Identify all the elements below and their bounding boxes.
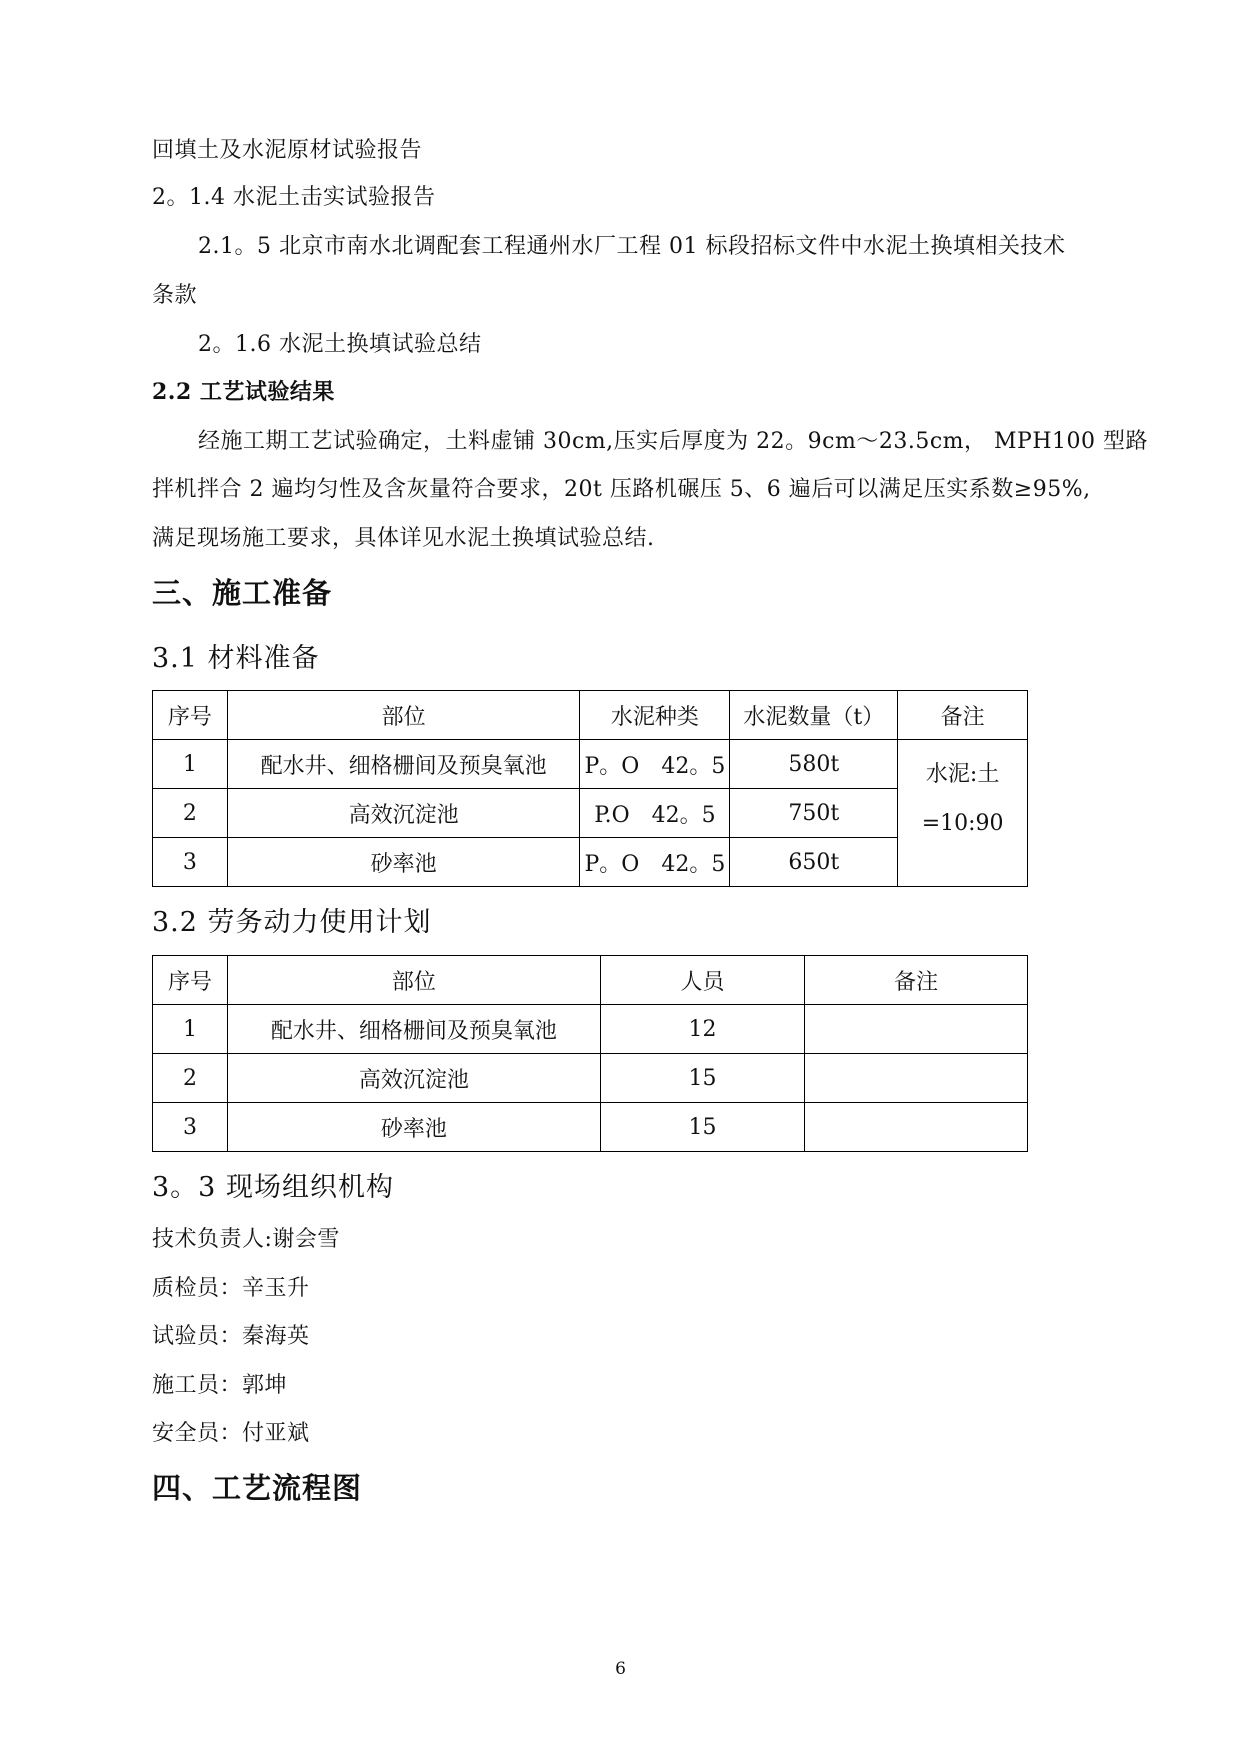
cell-no: 1 bbox=[153, 740, 228, 789]
staff-line: 技术负责人:谢会雪 bbox=[152, 1227, 340, 1252]
section-heading-3: 三、施工准备 bbox=[152, 576, 333, 610]
cell-remark bbox=[805, 1103, 1028, 1152]
table-row bbox=[153, 838, 1028, 887]
cell-type: P。O 42。5 bbox=[580, 740, 730, 789]
section-heading-3-3: 3。3 现场组织机构 bbox=[152, 1172, 394, 1203]
paragraph-line: 满足现场施工要求，具体详见水泥土换填试验总结. bbox=[152, 526, 655, 551]
cell-remark bbox=[898, 740, 1028, 887]
text-line: 2.1。5 北京市南水北调配套工程通州水厂工程 01 标段招标文件中水泥土换填相关技术 bbox=[198, 234, 1066, 259]
staff-line: 试验员：秦海英 bbox=[152, 1324, 310, 1349]
table-row bbox=[153, 1054, 1028, 1103]
cell-no: 2 bbox=[153, 789, 228, 838]
cell-remark bbox=[805, 1054, 1028, 1103]
table-header-row bbox=[153, 691, 1028, 740]
staff-line: 质检员：辛玉升 bbox=[152, 1276, 310, 1301]
table-row bbox=[153, 740, 1028, 789]
section-heading-2-2: 2.2 工艺试验结果 bbox=[152, 379, 335, 405]
cell-type: P.O 42。5 bbox=[580, 789, 730, 838]
cell-part: 配水井、细格栅间及预臭氧池 bbox=[227, 1005, 600, 1054]
cell-no: 3 bbox=[153, 838, 228, 887]
cell-remark bbox=[805, 1005, 1028, 1054]
header-cell: 水泥数量（t） bbox=[730, 691, 898, 740]
text-line: 回填土及水泥原材试验报告 bbox=[152, 138, 423, 163]
header-cell: 人员 bbox=[600, 956, 805, 1005]
section-heading-4: 四、工艺流程图 bbox=[152, 1471, 363, 1505]
cell-no: 3 bbox=[153, 1103, 228, 1152]
paragraph-line: 拌机拌合 2 遍均匀性及含灰量符合要求，20t 压路机碾压 5、6 遍后可以满足压实系数≥95%, bbox=[152, 477, 1091, 502]
table-row bbox=[153, 1005, 1028, 1054]
table-row bbox=[153, 789, 1028, 838]
text-line: 条款 bbox=[152, 283, 198, 308]
text-line: 2。1.6 水泥土换填试验总结 bbox=[198, 332, 482, 357]
cell-part: 砂率池 bbox=[227, 838, 580, 887]
labor-table bbox=[152, 955, 1028, 1152]
table-row bbox=[153, 1103, 1028, 1152]
header-cell: 部位 bbox=[227, 691, 580, 740]
cell-people: 15 bbox=[600, 1054, 805, 1103]
cell-part: 高效沉淀池 bbox=[227, 1054, 600, 1103]
text-line: 2。1.4 水泥土击实试验报告 bbox=[152, 185, 436, 210]
cell-people: 12 bbox=[600, 1005, 805, 1054]
header-cell: 序号 bbox=[153, 956, 228, 1005]
section-heading-3-1: 3.1 材料准备 bbox=[152, 643, 320, 674]
cell-people: 15 bbox=[600, 1103, 805, 1152]
header-cell: 备注 bbox=[898, 691, 1028, 740]
cell-qty: 580t bbox=[730, 740, 898, 789]
remark-line: 水泥:土 bbox=[925, 762, 1000, 787]
header-cell: 部位 bbox=[227, 956, 600, 1005]
section-heading-3-2: 3.2 劳务动力使用计划 bbox=[152, 907, 432, 938]
header-cell: 备注 bbox=[805, 956, 1028, 1005]
cell-qty: 650t bbox=[730, 838, 898, 887]
table-header-row bbox=[153, 956, 1028, 1005]
remark-line: =10:90 bbox=[921, 811, 1004, 836]
header-cell: 水泥种类 bbox=[580, 691, 730, 740]
staff-line: 安全员：付亚斌 bbox=[152, 1421, 310, 1446]
cell-type: P。O 42。5 bbox=[580, 838, 730, 887]
cell-part: 配水井、细格栅间及预臭氧池 bbox=[227, 740, 580, 789]
cell-part: 高效沉淀池 bbox=[227, 789, 580, 838]
staff-line: 施工员：郭坤 bbox=[152, 1373, 288, 1398]
materials-table bbox=[152, 690, 1028, 887]
cell-qty: 750t bbox=[730, 789, 898, 838]
header-cell: 序号 bbox=[153, 691, 228, 740]
paragraph-line: 经施工期工艺试验确定，土料虚铺 30cm,压实后厚度为 22。9cm～23.5cm， MPH100 型路 bbox=[198, 429, 1148, 454]
cell-part: 砂率池 bbox=[227, 1103, 600, 1152]
cell-no: 1 bbox=[153, 1005, 228, 1054]
page-number: 6 bbox=[615, 1659, 626, 1679]
cell-no: 2 bbox=[153, 1054, 228, 1103]
